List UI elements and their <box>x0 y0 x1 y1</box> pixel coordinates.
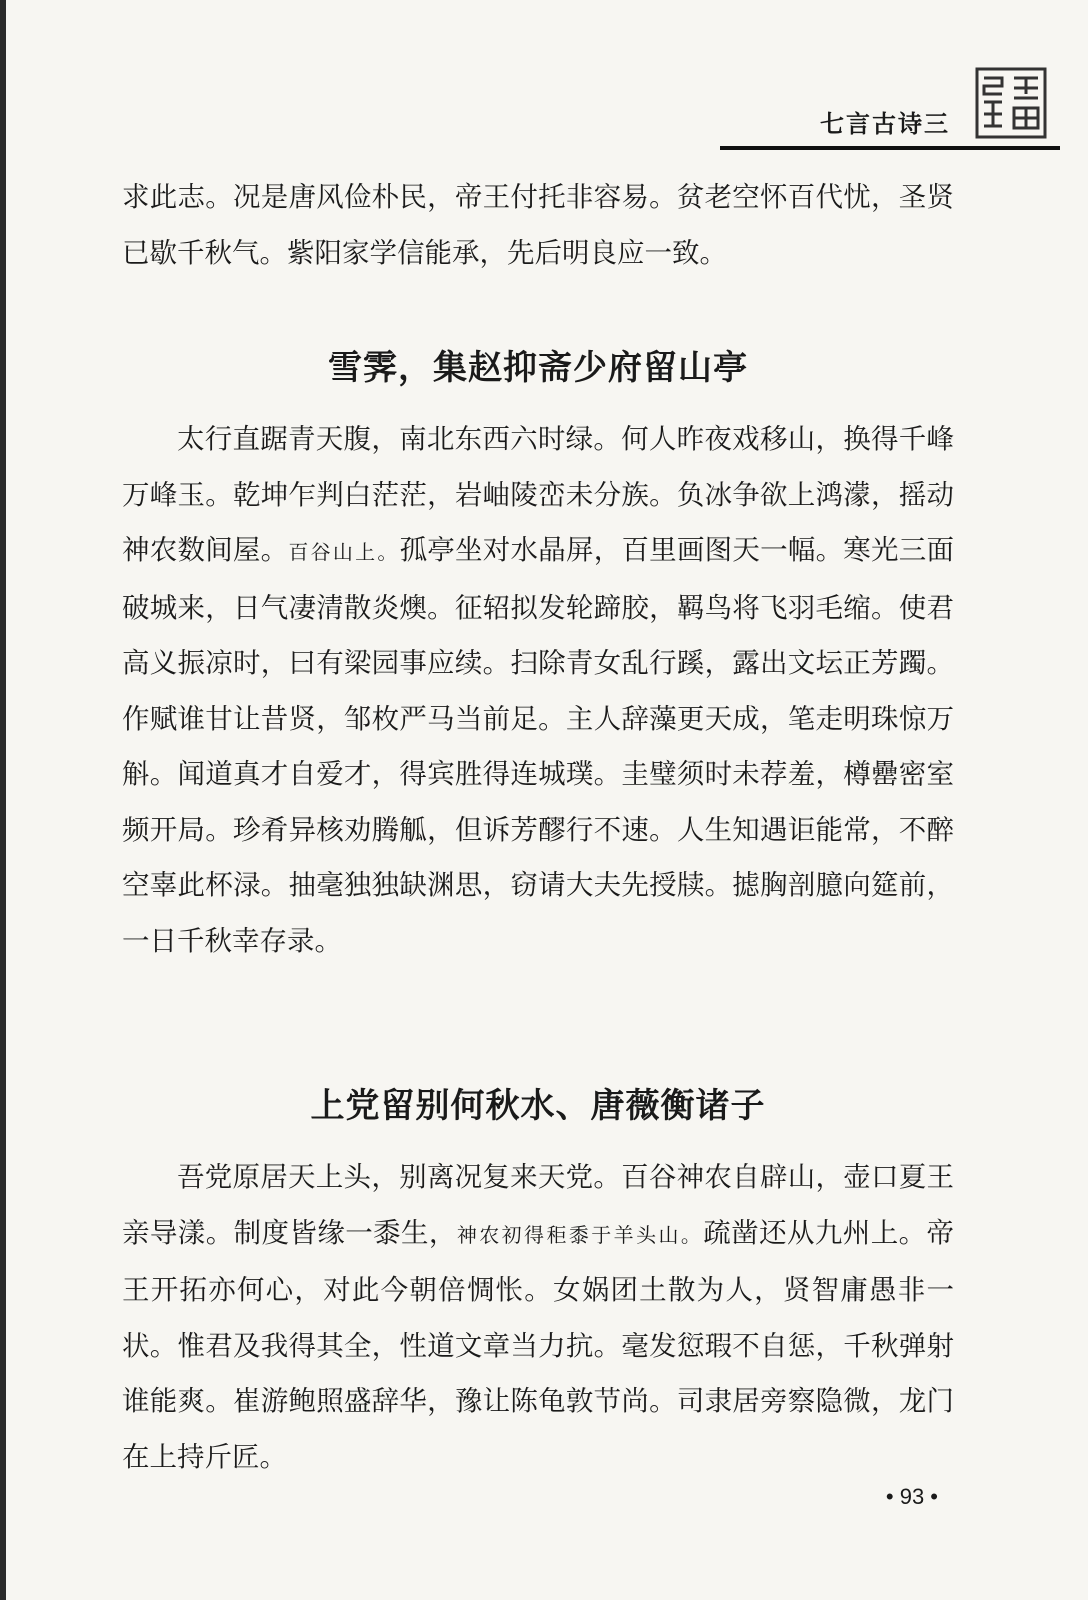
poem-body <box>122 1150 954 1485</box>
poem-paragraph <box>122 412 954 969</box>
poem-text: 孤亭坐对水晶屏，百里画图天一幅。寒光三面破城来，日气凄清散炎燠。征轺拟发轮蹄胶，羁鸟将飞羽毛缩。使君高义振凉时，曰有梁园事应续。扫除青女乱行蹊，露出文坛正芳躅。作赋谁甘让昔贤，邹枚严马当前足。主人辞藻更天成，笔走明珠惊万斛。闻道真才自爱才，得宾胜得连城璞。圭璧须时未荐羞，樽罍密室频开局。珍肴异核劝腾觚，但诉芳醪行不速。人生知遇讵能常，不醉空辜此杯渌。抽毫独独缺渊思，窃请大夫先授牍。摅胸剖臆向筵前，一日千秋幸存录。 <box>122 534 955 957</box>
poem-paragraph <box>122 1150 954 1485</box>
poem-title: 雪霁，集赵抑斋少府留山亭 <box>328 348 748 388</box>
poem-text: 吾党原居天上头，别离况复来天党。百谷神农自辟山，壶口夏王亲导漾。制度皆缘一黍生， <box>122 1161 954 1249</box>
running-header <box>720 100 1060 160</box>
continuation-paragraph: 求此志。况是唐风俭朴民，帝王付托非容易。贫老空怀百代忧，圣贤已歇千秋气。紫阳家学信能承，先后明良应一致。 <box>122 181 954 269</box>
seal-stamp-icon <box>974 66 1048 140</box>
page-edge-shadow <box>0 0 6 1600</box>
poem-text: 疏凿还从九州上。帝王开拓亦何心，对此今朝倍惆怅。女娲团土散为人，贤智庸愚非一状。惟君及我得其全，性道文章当力抗。毫发愆瑕不自惩，千秋弹射谁能爽。崔游鲍照盛辞华，豫让陈龟敦节尚。司隶居旁察隐微，龙门在上持斤匠。 <box>122 1216 955 1473</box>
poem-note: 百谷山上。 <box>288 540 400 564</box>
page-number: • 93 • <box>885 1484 938 1509</box>
poem-text: 太行直踞青天腹，南北东西六时绿。何人昨夜戏移山，换得千峰万峰玉。乾坤乍判白茫茫，岩岫陵峦未分族。负冰争欲上鸿濛，摇动神农数间屋。 <box>122 423 954 566</box>
section-label: 七言古诗三 <box>820 110 950 138</box>
previous-poem-continuation <box>122 170 954 281</box>
header-rule <box>720 146 1060 150</box>
poem-body <box>122 412 954 969</box>
poem-title: 上党留别何秋水、唐薇衡诸子 <box>310 1086 766 1126</box>
poem-note: 神农初得秬黍于羊头山。 <box>456 1222 704 1247</box>
